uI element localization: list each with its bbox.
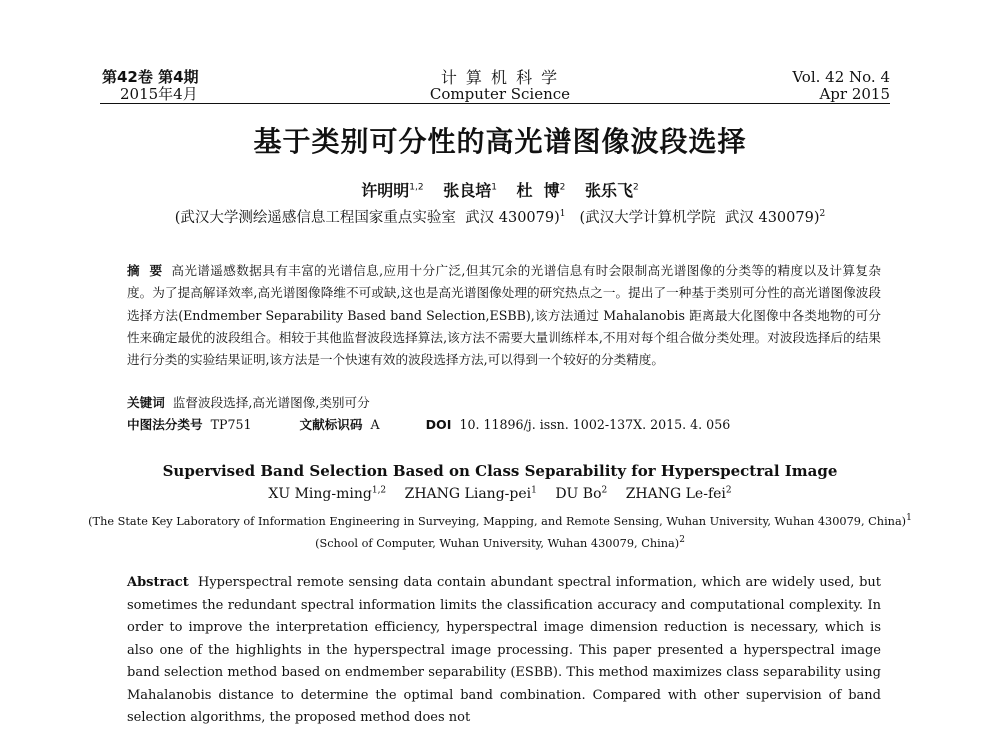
author-cn: 杜 博$^2$ [516,181,566,200]
date-cn: 2015年4月 [120,85,198,103]
abstract-en [127,572,881,730]
header-rule [100,103,890,104]
affiliation-en-line1: (The State Key Laboratory of Information Engineering in Surveying, Mapping, and Remote Sensing, Wuhan University, Wuhan 430079, China)$^1$ [88,513,912,528]
affiliation-en [0,511,1000,555]
author-en: DU Bo$^2$ [555,485,608,502]
doc-code-value: A [370,417,380,432]
author-en: ZHANG Le-fei$^2$ [625,485,732,502]
keywords-cn-label: 关键词 [127,395,165,410]
clc-label: 中图法分类号 [127,417,203,432]
doc-code-label: 文献标识码 [299,417,363,432]
affiliation-cn: (武汉大学测绘遥感信息工程国家重点实验室 武汉 430079)$^1$ (武汉大学计算机学院 武汉 430079)$^2$ [174,209,826,226]
abstract-cn-text: 高光谱遥感数据具有丰富的光谱信息,应用十分广泛,但其冗余的光谱信息有时会限制高光谱图像的分类等的精度以及计算复杂度。为了提高解译效率,高光谱图像降维不可或缺,这也是高光谱图像处理的研究热点之一。提出了一种基于类别可分性的高光谱图像波段选择方法(Endmember Separability Based band Selection,ESBB),该方法通过 Mahalanobis 距离最大化图像中各类地物的可分性来确定最优的波段组合。相较于其他监督波段选择算法,该方法不需要大量训练样本,不用对每个组合做分类处理。对波段选择后的结果进行分类的实验结果证明,该方法是一个快速有效的波段选择方法,可以得到一个较好的分类精度。 [127,263,881,368]
author-en: ZHANG Liang-pei$^1$ [404,485,537,502]
header-left [102,69,199,103]
paper-title-cn: 基于类别可分性的高光谱图像波段选择 [253,125,747,158]
journal-name-en: Computer Science [429,85,571,103]
journal-name-cn: 计 算 机 科 学 [440,68,560,87]
header-center [400,69,600,103]
authors-cn [0,178,1000,201]
clc-value: TP751 [210,417,252,432]
abstract-cn-label: 摘 要 [127,263,163,278]
keywords-cn-text: 监督波段选择,高光谱图像,类别可分 [172,395,370,410]
abstract-en-text: Hyperspectral remote sensing data contain abundant spectral information, which are widely used, but sometimes the redundant spectral information limits the classification accuracy and computational complexity. In order to improve the interpretation efficiency, hyperspectral image dimension reduction is necessary, which is also one of the highlights in the hyperspectral image processing. This paper presented a hyperspectral image band selection method based on endmember separability (ESBB). This method maximizes class separability using Mahalanobis distance to determine the optimal band combination. Compared with other supervision of band selection algorithms, the proposed method does not [127,575,881,725]
author-en: XU Ming-ming$^{1,2}$ [268,485,387,502]
author-cn: 张良培$^1$ [443,181,497,200]
authors-en [0,486,1000,502]
abstract-cn [127,260,881,371]
classification-line [127,414,881,436]
doi-label: DOI [425,417,452,432]
date-en: Apr 2015 [819,85,890,103]
paper-title-en: Supervised Band Selection Based on Class Separability for Hyperspectral Image [162,462,838,480]
doi-value: 10. 11896/j. issn. 1002-137X. 2015. 4. 056 [459,417,731,432]
author-cn: 许明明$^{1,2}$ [361,181,424,200]
keywords-cn [127,392,881,414]
volume-issue-cn: 第42卷 第4期 [102,68,199,86]
affiliation-en-line2: (School of Computer, Wuhan University, Wuhan 430079, China)$^2$ [315,535,685,550]
abstract-en-label: Abstract [127,575,189,590]
volume-issue-en: Vol. 42 No. 4 [792,68,890,86]
header-right [792,69,890,103]
author-cn: 张乐飞$^2$ [584,181,639,200]
